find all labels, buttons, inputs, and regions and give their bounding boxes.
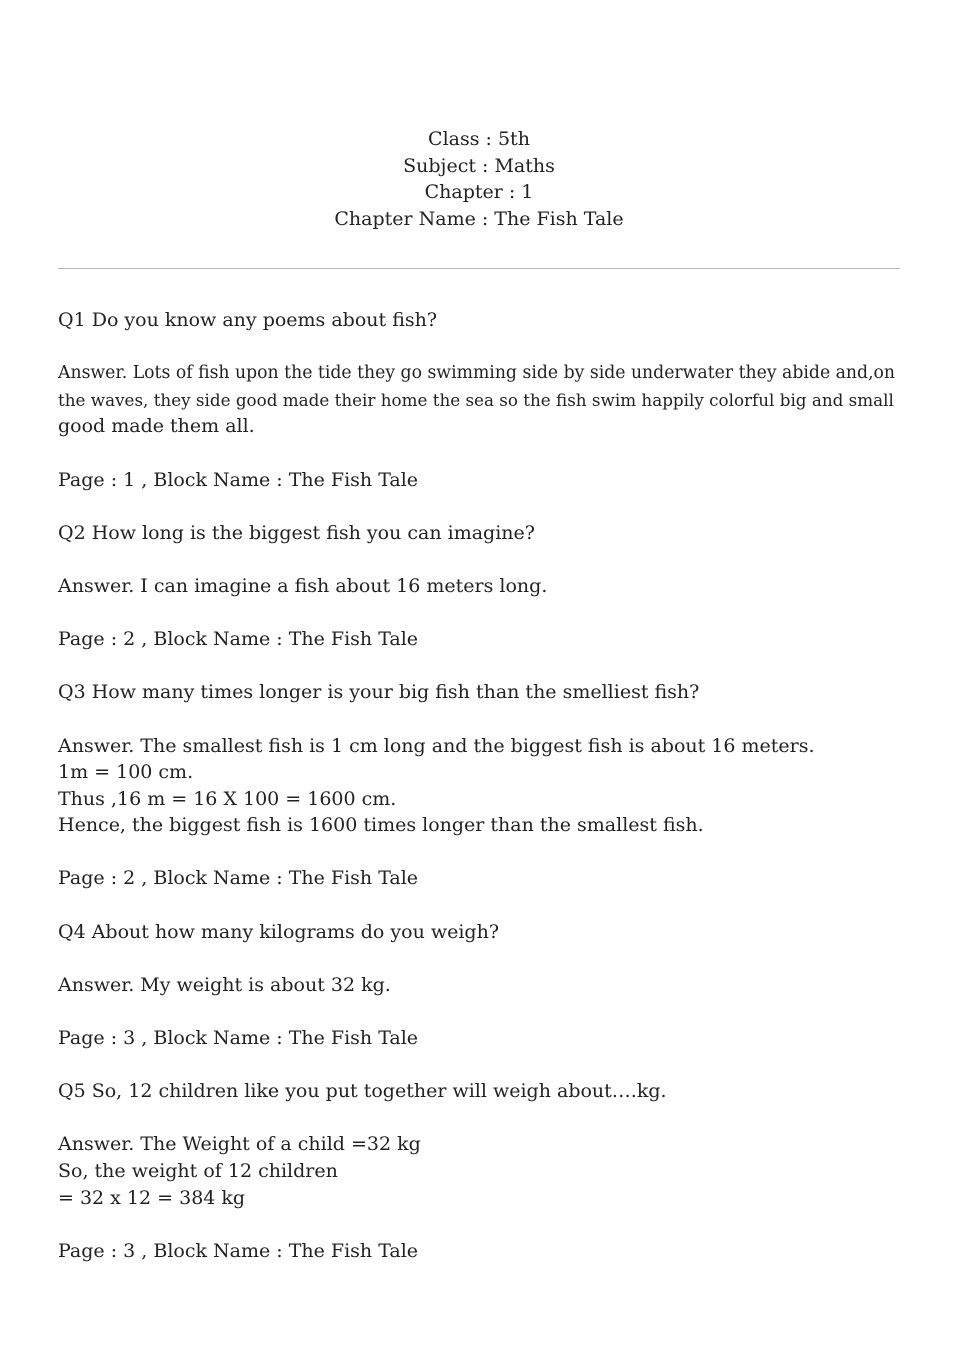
answer-5-line: So, the weight of 12 children xyxy=(58,1160,338,1182)
page-ref-1: Page : 1 , Block Name : The Fish Tale xyxy=(58,468,419,491)
answer-1 xyxy=(58,360,900,440)
subject-line: Subject : Maths xyxy=(403,154,555,177)
chapter-name-line: Chapter Name : The Fish Tale xyxy=(334,208,624,231)
answer-5-line: Answer. The Weight of a child =32 kg xyxy=(58,1133,421,1156)
header-divider xyxy=(58,268,900,269)
answer-5 xyxy=(58,1131,900,1211)
question-1: Q1 Do you know any poems about fish? xyxy=(58,309,438,331)
page-ref-5: Page : 3 , Block Name : The Fish Tale xyxy=(58,1239,419,1262)
question-5: Q5 So, 12 children like you put together will weigh about….kg. xyxy=(58,1080,667,1103)
answer-1-line: Answer. Lots of fish upon the tide they go swimming side by side underwater they abide and,on xyxy=(58,363,896,384)
qa-content xyxy=(58,307,900,1291)
answer-1-line: good made them all. xyxy=(58,415,255,438)
answer-2 xyxy=(58,573,900,600)
document-header xyxy=(0,126,958,233)
answer-1-line: the waves, they side good made their home the sea so the fish swim happily colorful big and small xyxy=(58,389,894,410)
question-2: Q2 How long is the biggest fish you can imagine? xyxy=(58,521,535,544)
answer-4 xyxy=(58,972,900,999)
question-4: Q4 About how many kilograms do you weigh? xyxy=(58,920,500,943)
class-line: Class : 5th xyxy=(428,128,530,150)
answer-3-line: 1m = 100 cm. xyxy=(58,761,194,784)
answer-5-line: = 32 x 12 = 384 kg xyxy=(58,1186,246,1209)
chapter-line: Chapter : 1 xyxy=(424,181,534,204)
answer-3-line: Hence, the biggest fish is 1600 times longer than the smallest fish. xyxy=(58,814,704,837)
answer-4-line: Answer. My weight is about 32 kg. xyxy=(58,973,391,996)
answer-3-line: Answer. The smallest fish is 1 cm long and the biggest fish is about 16 meters. xyxy=(58,734,815,757)
answer-3 xyxy=(58,733,900,839)
page-ref-2: Page : 2 , Block Name : The Fish Tale xyxy=(58,628,419,651)
answer-3-line: Thus ,16 m = 16 X 100 = 1600 cm. xyxy=(58,787,397,810)
page-ref-3: Page : 2 , Block Name : The Fish Tale xyxy=(58,867,419,890)
question-3: Q3 How many times longer is your big fish than the smelliest fish? xyxy=(58,681,700,704)
page-ref-4: Page : 3 , Block Name : The Fish Tale xyxy=(58,1027,419,1050)
answer-2-line: Answer. I can imagine a fish about 16 meters long. xyxy=(58,574,548,597)
